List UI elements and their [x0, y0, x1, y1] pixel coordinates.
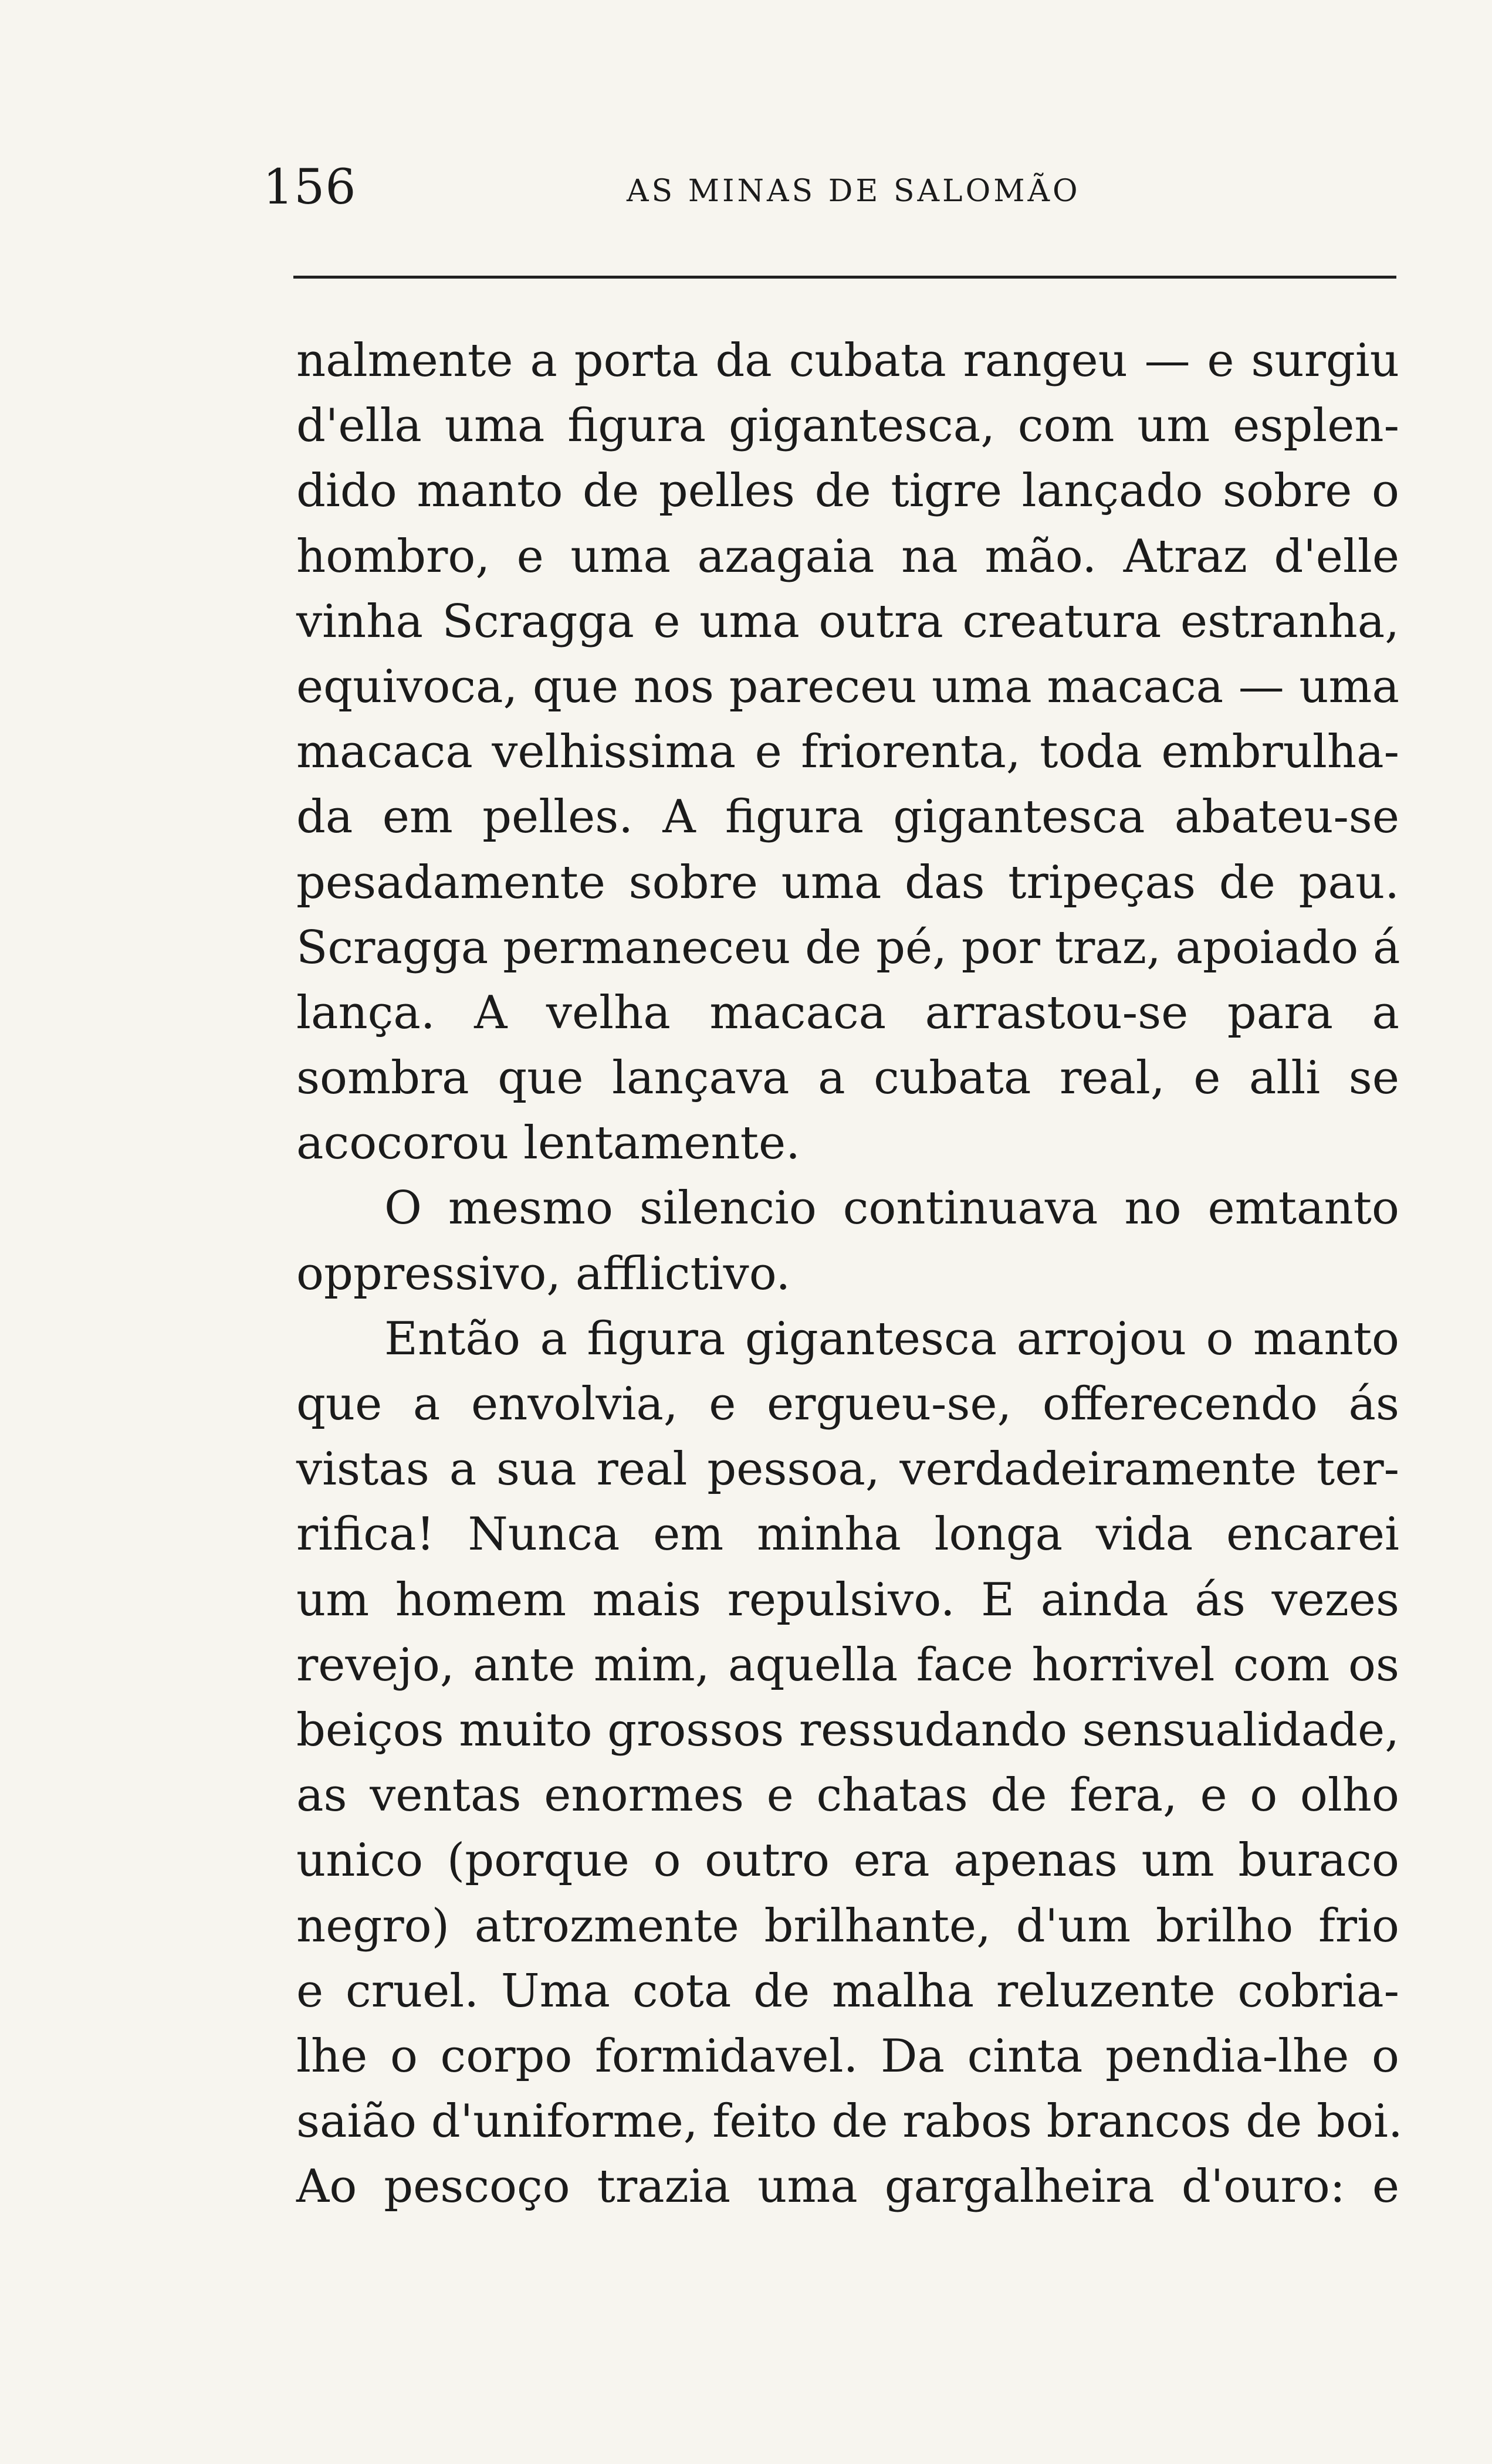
text-line: hombro, e uma azagaia na mão. Atraz d'elle [296, 530, 1399, 583]
text-line: Ao pescoço trazia uma gargalheira d'ouro: e [296, 2160, 1399, 2214]
text-line: lhe o corpo formidavel. Da cinta pendia-lhe o [296, 2029, 1399, 2083]
text-line: um homem mais repulsivo. E ainda ás vezes [296, 1573, 1399, 1626]
text-line: que a envolvia, e ergueu-se, offerecendo ás [296, 1378, 1399, 1431]
text-line: e cruel. Uma cota de malha reluzente cobria- [296, 1964, 1399, 2018]
text-line: pesadamente sobre uma das tripeças de pau. [296, 856, 1399, 909]
text-line: saião d'uniforme, feito de rabos brancos de boi. [296, 2095, 1403, 2148]
text-line: Scragga permaneceu de pé, por traz, apoiado á [296, 921, 1400, 974]
text-line: nalmente a porta da cubata rangeu — e surgiu [296, 334, 1399, 387]
page-header [263, 158, 1407, 229]
text-line: d'ella uma figura gigantesca, com um esplen- [296, 399, 1399, 453]
text-line: macaca velhissima e friorenta, toda embrulha- [296, 726, 1399, 779]
text-line: acocorou lentamente. [296, 1117, 800, 1170]
text-line: revejo, ante mim, aquella face horrivel com os [296, 1638, 1399, 1692]
text-line: equivoca, que nos pareceu uma macaca — uma [296, 660, 1399, 713]
text-line: rifica! Nunca em minha longa vida encarei [296, 1508, 1399, 1561]
text-line: vinha Scragga e uma outra creatura estranha, [296, 595, 1399, 648]
text-line: oppressivo, afflictivo. [296, 1247, 791, 1300]
text-line: lança. A velha macaca arrastou-se para a [296, 986, 1399, 1039]
text-line: Então a figura gigantesca arrojou o manto [384, 1312, 1399, 1365]
text-line: negro) atrozmente brilhante, d'um brilho frio [296, 1899, 1399, 1953]
text-line: vistas a sua real pessoa, verdadeiramente ter- [296, 1443, 1399, 1496]
text-line: da em pelles. A figura gigantesca abateu-se [296, 791, 1399, 844]
running-title: AS MINAS DE SALOMÃO [627, 174, 1081, 209]
body-text [296, 328, 1403, 2219]
text-line: beiços muito grossos ressudando sensualidade, [296, 1703, 1399, 1757]
page-number: 156 [263, 160, 357, 215]
header-rule [293, 276, 1396, 279]
text-line: sombra que lançava a cubata real, e alli se [296, 1052, 1399, 1105]
text-line: O mesmo silencio continuava no emtanto [384, 1182, 1399, 1235]
text-line: unico (porque o outro era apenas um buraco [296, 1834, 1399, 1887]
text-line: dido manto de pelles de tigre lançado sobre o [296, 465, 1399, 518]
text-line: as ventas enormes e chatas de fera, e o olho [296, 1769, 1399, 1822]
